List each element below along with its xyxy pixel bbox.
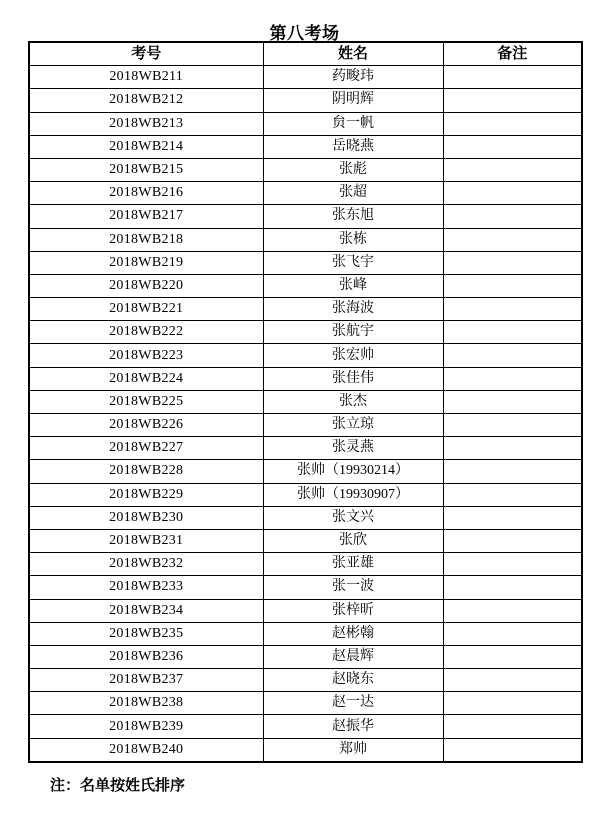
cell-exam-no: 2018WB228 [29,460,263,483]
cell-name: 张帅（19930214） [263,460,443,483]
table-row [29,622,582,645]
table-row [29,228,582,251]
cell-exam-no: 2018WB217 [29,205,263,228]
cell-remark [443,344,582,367]
cell-remark [443,645,582,668]
table-row [29,135,582,158]
table-row [29,390,582,413]
table-row [29,205,582,228]
cell-exam-no: 2018WB238 [29,692,263,715]
cell-exam-no: 2018WB219 [29,251,263,274]
roster-table [28,41,583,763]
table-row [29,645,582,668]
cell-exam-no: 2018WB226 [29,414,263,437]
cell-name: 张彪 [263,158,443,181]
cell-exam-no: 2018WB216 [29,182,263,205]
table-row [29,89,582,112]
table-row [29,460,582,483]
cell-exam-no: 2018WB234 [29,599,263,622]
table-row [29,158,582,181]
cell-exam-no: 2018WB211 [29,66,263,89]
cell-exam-no: 2018WB229 [29,483,263,506]
cell-remark [443,437,582,460]
cell-exam-no: 2018WB213 [29,112,263,135]
table-row [29,576,582,599]
roster-table-header [29,42,582,66]
cell-name: 张东旭 [263,205,443,228]
cell-name: 张欣 [263,529,443,552]
table-row [29,414,582,437]
cell-exam-no: 2018WB214 [29,135,263,158]
cell-exam-no: 2018WB215 [29,158,263,181]
table-row [29,112,582,135]
cell-name: 张栋 [263,228,443,251]
cell-remark [443,321,582,344]
cell-remark [443,553,582,576]
table-row [29,553,582,576]
cell-remark [443,182,582,205]
page-title: 第八考场 [269,24,340,43]
cell-remark [443,390,582,413]
cell-name: 张宏帅 [263,344,443,367]
table-row [29,529,582,552]
cell-exam-no: 2018WB223 [29,344,263,367]
table-row [29,483,582,506]
cell-remark [443,529,582,552]
cell-name: 赵一达 [263,692,443,715]
cell-exam-no: 2018WB218 [29,228,263,251]
cell-name: 张航宇 [263,321,443,344]
cell-remark [443,483,582,506]
table-row [29,298,582,321]
cell-name: 张佳伟 [263,367,443,390]
cell-remark [443,228,582,251]
cell-remark [443,274,582,297]
cell-name: 张飞宇 [263,251,443,274]
cell-remark [443,298,582,321]
cell-remark [443,692,582,715]
cell-exam-no: 2018WB233 [29,576,263,599]
footer-note: 注：名单按姓氏排序 [50,778,186,794]
cell-name: 张灵燕 [263,437,443,460]
header-row [29,42,582,66]
table-row [29,251,582,274]
cell-exam-no: 2018WB239 [29,715,263,738]
cell-exam-no: 2018WB237 [29,669,263,692]
cell-exam-no: 2018WB224 [29,367,263,390]
cell-exam-no: 2018WB212 [29,89,263,112]
cell-remark [443,135,582,158]
cell-exam-no: 2018WB227 [29,437,263,460]
cell-exam-no: 2018WB220 [29,274,263,297]
cell-name: 张梓昕 [263,599,443,622]
cell-exam-no: 2018WB235 [29,622,263,645]
cell-name: 药畯玮 [263,66,443,89]
cell-remark [443,112,582,135]
cell-name: 张超 [263,182,443,205]
cell-name: 张海波 [263,298,443,321]
cell-name: 赵晨辉 [263,645,443,668]
table-row [29,715,582,738]
cell-name: 张文兴 [263,506,443,529]
cell-name: 岳晓燕 [263,135,443,158]
cell-remark [443,669,582,692]
table-row [29,66,582,89]
cell-exam-no: 2018WB236 [29,645,263,668]
cell-exam-no: 2018WB222 [29,321,263,344]
column-header-name: 姓名 [263,42,443,66]
cell-exam-no: 2018WB231 [29,529,263,552]
cell-exam-no: 2018WB240 [29,738,263,762]
cell-remark [443,622,582,645]
roster-table-body [29,66,582,762]
cell-remark [443,715,582,738]
table-row [29,344,582,367]
cell-exam-no: 2018WB225 [29,390,263,413]
cell-name: 阴明辉 [263,89,443,112]
table-row [29,506,582,529]
cell-remark [443,158,582,181]
cell-remark [443,205,582,228]
cell-exam-no: 2018WB221 [29,298,263,321]
cell-remark [443,414,582,437]
cell-name: 贠一帆 [263,112,443,135]
cell-name: 张立琼 [263,414,443,437]
cell-name: 张亚雄 [263,553,443,576]
table-row [29,738,582,762]
column-header-exam-no: 考号 [29,42,263,66]
cell-name: 张一波 [263,576,443,599]
cell-name: 赵晓东 [263,669,443,692]
cell-exam-no: 2018WB232 [29,553,263,576]
table-row [29,182,582,205]
cell-remark [443,367,582,390]
table-row [29,274,582,297]
cell-name: 赵振华 [263,715,443,738]
table-row [29,692,582,715]
cell-remark [443,599,582,622]
cell-remark [443,576,582,599]
cell-name: 张峰 [263,274,443,297]
table-row [29,669,582,692]
table-row [29,599,582,622]
cell-remark [443,460,582,483]
cell-name: 赵彬翰 [263,622,443,645]
cell-remark [443,89,582,112]
cell-name: 郑帅 [263,738,443,762]
cell-remark [443,66,582,89]
cell-remark [443,506,582,529]
cell-remark [443,251,582,274]
table-row [29,437,582,460]
cell-name: 张杰 [263,390,443,413]
table-row [29,321,582,344]
cell-remark [443,738,582,762]
cell-name: 张帅（19930907） [263,483,443,506]
table-row [29,367,582,390]
cell-exam-no: 2018WB230 [29,506,263,529]
column-header-remark: 备注 [443,42,582,66]
